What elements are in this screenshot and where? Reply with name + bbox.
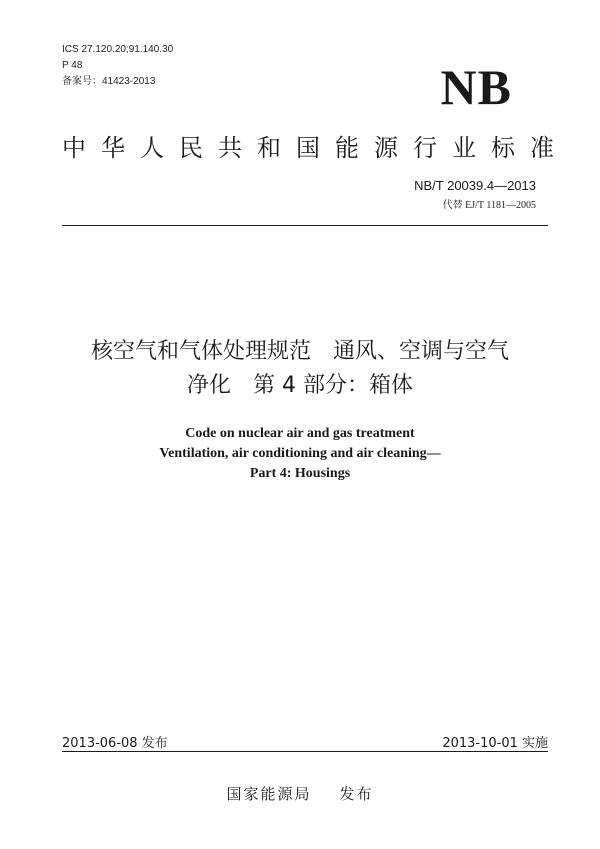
filing-number: 备案号：41423-2013: [62, 76, 156, 87]
chinese-title: [0, 335, 600, 403]
issuer-line: [0, 783, 600, 804]
replaces-note: 代替 EJ/T 1181—2005: [442, 200, 536, 211]
standard-number: NB/T 20039.4—2013: [414, 178, 536, 193]
issuer-name: 国家能源局: [226, 785, 312, 803]
standard-title: 中华人民共和国能源行业标准: [62, 134, 569, 162]
english-title-line-2: Ventilation, air conditioning and air cleaning—: [159, 446, 441, 461]
footer-divider: [62, 751, 548, 752]
ics-code: ICS 27.120.20;91.140.30: [62, 44, 174, 55]
chinese-title-line-1: 核空气和气体处理规范 通风、空调与空气: [90, 339, 509, 364]
english-title-line-1: Code on nuclear air and gas treatment: [185, 426, 415, 441]
header-divider: [62, 225, 548, 226]
classification-block: [62, 42, 173, 90]
effective-date: 2013-10-01 实施: [442, 736, 548, 751]
english-title: [0, 424, 600, 484]
english-title-line-3: Part 4: Housings: [249, 466, 351, 481]
chinese-title-line-2: 净化 第 4 部分：箱体: [187, 373, 413, 398]
nb-logo: NB: [440, 59, 512, 115]
issue-date: 2013-06-08 发布: [62, 736, 168, 751]
issuer-action: 发布: [339, 785, 374, 803]
category-code: P 48: [62, 60, 83, 71]
